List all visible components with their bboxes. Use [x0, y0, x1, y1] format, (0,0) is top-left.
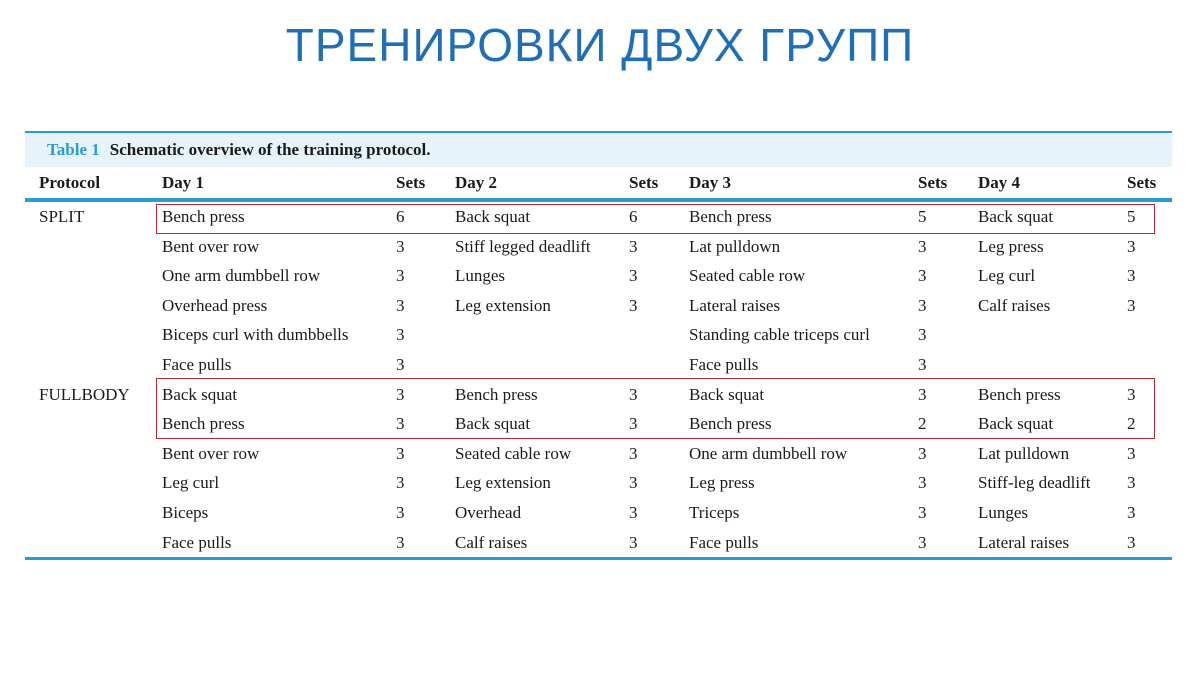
cell-col-day3-sets: 3 — [918, 325, 927, 345]
cell-col-day3: Triceps — [689, 502, 740, 522]
cell-col-day1: Bent over row — [162, 443, 260, 463]
cell-col-day1-sets: 3 — [396, 502, 405, 522]
cell-col-day2: Leg extension — [455, 295, 551, 315]
table-row — [25, 439, 1172, 469]
table-row — [25, 202, 1172, 232]
table-caption-text: Schematic overview of the training protocol. — [109, 140, 431, 159]
cell-col-day1-sets: 3 — [396, 325, 405, 345]
header-col-day4: Day 4 — [978, 173, 1021, 192]
cell-col-day4: Lunges — [978, 502, 1029, 522]
cell-col-day4: Leg press — [978, 236, 1044, 256]
cell-col-day3: Standing cable triceps curl — [689, 325, 870, 345]
cell-col-day1-sets: 3 — [396, 266, 405, 286]
cell-col-day1: Face pulls — [162, 532, 232, 552]
table-row — [25, 380, 1172, 410]
cell-col-day4: Lateral raises — [978, 532, 1070, 552]
table-caption — [25, 131, 1172, 167]
cell-col-day3: Bench press — [689, 207, 772, 226]
header-col-day4-sets: Sets — [1127, 173, 1157, 192]
cell-col-day4-sets: 3 — [1127, 443, 1136, 463]
cell-col-day2: Back squat — [455, 414, 531, 434]
cell-col-day3-sets: 2 — [918, 414, 927, 434]
header-col-day3: Day 3 — [689, 173, 732, 192]
table-row — [25, 232, 1172, 262]
cell-col-day2-sets: 3 — [629, 384, 638, 404]
cell-col-day2: Calf raises — [455, 532, 528, 552]
cell-col-day3: Lateral raises — [689, 295, 781, 315]
cell-col-day3: Seated cable row — [689, 266, 806, 286]
cell-col-day1-sets: 3 — [396, 295, 405, 315]
cell-col-day2-sets: 3 — [629, 266, 638, 286]
cell-col-protocol: SPLIT — [39, 207, 85, 226]
table-caption-label: Table 1 — [47, 140, 100, 159]
cell-col-day1: Biceps curl with dumbbells — [162, 325, 349, 345]
cell-col-day2-sets: 3 — [629, 502, 638, 522]
cell-col-day3: One arm dumbbell row — [689, 443, 848, 463]
header-col-protocol: Protocol — [39, 173, 101, 192]
cell-col-day4: Stiff-leg deadlift — [978, 473, 1091, 493]
table-row — [25, 291, 1172, 321]
cell-col-day4: Back squat — [978, 207, 1054, 226]
cell-col-day1-sets: 3 — [396, 473, 405, 493]
cell-col-day1: Biceps — [162, 502, 209, 522]
header-col-day2-sets: Sets — [629, 173, 659, 192]
cell-col-day1: Leg curl — [162, 473, 220, 493]
cell-col-day1-sets: 3 — [396, 236, 405, 256]
cell-col-day2-sets: 3 — [629, 443, 638, 463]
cell-col-day3: Back squat — [689, 384, 765, 404]
cell-col-day4: Leg curl — [978, 266, 1036, 286]
cell-col-day1-sets: 3 — [396, 414, 405, 434]
cell-col-day3-sets: 3 — [918, 236, 927, 256]
cell-col-day1-sets: 3 — [396, 443, 405, 463]
cell-col-day3-sets: 5 — [918, 207, 927, 226]
cell-col-day2: Leg extension — [455, 473, 551, 493]
training-protocol-table — [25, 131, 1172, 560]
cell-col-day2: Overhead — [455, 502, 522, 522]
cell-col-day1-sets: 3 — [396, 532, 405, 552]
cell-col-day1: Overhead press — [162, 295, 268, 315]
header-col-day1: Day 1 — [162, 173, 205, 192]
header-col-day2: Day 2 — [455, 173, 498, 192]
table-bottom-rule — [25, 557, 1172, 560]
cell-col-day4-sets: 3 — [1127, 473, 1136, 493]
cell-col-day2: Stiff legged deadlift — [455, 236, 591, 256]
cell-col-day3-sets: 3 — [918, 443, 927, 463]
table-body — [25, 202, 1172, 557]
cell-col-day2-sets: 6 — [629, 207, 638, 226]
cell-col-day4-sets: 3 — [1127, 502, 1136, 522]
cell-col-day2: Lunges — [455, 266, 506, 286]
cell-col-day4-sets: 3 — [1127, 295, 1136, 315]
cell-col-day2-sets: 3 — [629, 236, 638, 256]
cell-col-day3: Face pulls — [689, 532, 759, 552]
cell-col-day1: Face pulls — [162, 354, 232, 374]
cell-col-day2-sets: 3 — [629, 473, 638, 493]
table-row — [25, 498, 1172, 528]
cell-col-day3: Lat pulldown — [689, 236, 781, 256]
cell-col-day4: Lat pulldown — [978, 443, 1070, 463]
cell-col-day1: Bench press — [162, 207, 245, 226]
cell-col-day4: Calf raises — [978, 295, 1051, 315]
cell-col-day1: One arm dumbbell row — [162, 266, 321, 286]
cell-col-day2: Bench press — [455, 384, 538, 404]
cell-col-day2-sets: 3 — [629, 414, 638, 434]
cell-col-day3-sets: 3 — [918, 266, 927, 286]
cell-col-day1-sets: 3 — [396, 384, 405, 404]
cell-col-day4-sets: 3 — [1127, 532, 1136, 552]
cell-col-day4: Bench press — [978, 384, 1061, 404]
cell-col-day3: Leg press — [689, 473, 755, 493]
cell-col-day3-sets: 3 — [918, 295, 927, 315]
cell-col-day3: Bench press — [689, 414, 772, 434]
table-row — [25, 320, 1172, 350]
slide-title: ТРЕНИРОВКИ ДВУХ ГРУПП — [285, 19, 915, 71]
cell-col-day1: Bent over row — [162, 236, 260, 256]
cell-col-day4-sets: 5 — [1127, 207, 1136, 226]
cell-col-day3-sets: 3 — [918, 532, 927, 552]
header-col-day1-sets: Sets — [396, 173, 426, 192]
table-row — [25, 350, 1172, 380]
cell-col-day2: Seated cable row — [455, 443, 572, 463]
cell-col-day1: Back squat — [162, 384, 238, 404]
table-row — [25, 528, 1172, 558]
cell-col-day4-sets: 3 — [1127, 266, 1136, 286]
cell-col-day4-sets: 3 — [1127, 384, 1136, 404]
table-row — [25, 468, 1172, 498]
cell-col-day1-sets: 6 — [396, 207, 405, 226]
cell-col-day3: Face pulls — [689, 354, 759, 374]
cell-col-day1-sets: 3 — [396, 354, 405, 374]
header-col-day3-sets: Sets — [918, 173, 948, 192]
cell-col-day3-sets: 3 — [918, 473, 927, 493]
table-row — [25, 409, 1172, 439]
table-header-row — [25, 167, 1172, 202]
cell-col-day2-sets: 3 — [629, 295, 638, 315]
cell-col-day3-sets: 3 — [918, 354, 927, 374]
cell-col-protocol: FULLBODY — [39, 384, 130, 404]
cell-col-day3-sets: 3 — [918, 384, 927, 404]
cell-col-day2-sets: 3 — [629, 532, 638, 552]
cell-col-day2: Back squat — [455, 207, 531, 226]
table-row — [25, 261, 1172, 291]
cell-col-day4: Back squat — [978, 414, 1054, 434]
cell-col-day4-sets: 3 — [1127, 236, 1136, 256]
cell-col-day3-sets: 3 — [918, 502, 927, 522]
cell-col-day1: Bench press — [162, 414, 245, 434]
cell-col-day4-sets: 2 — [1127, 414, 1136, 434]
